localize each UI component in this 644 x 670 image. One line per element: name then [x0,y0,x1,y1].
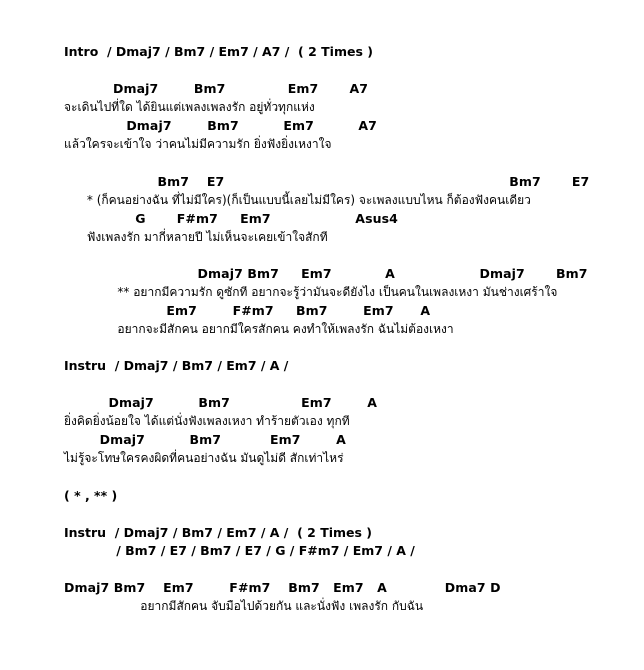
verse2-chords-2: Dmaj7 Bm7 Em7 A [64,432,346,447]
instrumental-line-2: Instru / Dmaj7 / Bm7 / Em7 / A / ( 2 Times ) [64,525,373,540]
verse2-lyrics-1: ยิ่งคิดยิ่งน้อยใจ ได้แต่นั่งฟังเพลงเหงา ทำร้ายตัวเอง ทุกที [64,414,350,428]
chorus-chords-1: Dmaj7 Bm7 Em7 A Dmaj7 Bm7 [64,266,588,281]
outro-lyrics: อยากมีสักคน จับมือไปด้วยกัน และนั่งฟัง เพลงรัก กับฉัน [64,599,424,613]
chorus-chords-2: Em7 F#m7 Bm7 Em7 A [64,303,431,318]
chorus-lyrics-1: ** อยากมีความรัก ดูซักที อยากจะรู้ว่ามันจะดียังไง เป็นคนในเพลงเหงา มันช่างเศร้าใจ [64,285,558,299]
verse2-chords-1: Dmaj7 Bm7 Em7 A [64,395,378,410]
verse2-lyrics-2: ไม่รู้จะโทษใครคงผิดที่คนอย่างฉัน มันดูไม่ดี สักเท่าไหร่ [64,451,344,465]
prechorus-chords-1: Bm7 E7 Bm7 E7 [64,174,590,189]
chorus-lyrics-2: อยากจะมีสักคน อยากมีใครสักคน คงทำให้เพลงรัก ฉันไม่ต้องเหงา [64,322,454,336]
prechorus-lyrics-1: * (ก็คนอย่างฉัน ที่ไม่มีใคร)(ก็เป็นแบบนี้เลยไม่มีใคร) จะเพลงแบบไหน ก็ต้องฟังคนเดียว [64,193,531,207]
prechorus-lyrics-2: ฟังเพลงรัก มากี่หลายปี ไม่เห็นจะเคยเข้าใจสักที [64,230,328,244]
verse1-chords-1: Dmaj7 Bm7 Em7 A7 [64,81,369,96]
verse1-lyrics-2: แล้วใครจะเข้าใจ ว่าคนไม่มีความรัก ยิ่งฟังยิ่งเหงาใจ [64,137,332,151]
instrumental-line-1: Instru / Dmaj7 / Bm7 / Em7 / A / [64,358,289,373]
verse1-lyrics-1: จะเดินไปที่ใด ได้ยินแต่เพลงเพลงรัก อยู่ทั่วทุกแห่ง [64,100,315,114]
intro-line: Intro / Dmaj7 / Bm7 / Em7 / A7 / ( 2 Times ) [64,44,373,59]
outro-chords: Dmaj7 Bm7 Em7 F#m7 Bm7 Em7 A Dma7 D [64,580,501,595]
prechorus-chords-2: G F#m7 Em7 Asus4 [64,211,398,226]
repeat-marker: ( * , ** ) [64,488,118,503]
instrumental-line-3: / Bm7 / E7 / Bm7 / E7 / G / F#m7 / Em7 / A / [64,543,415,558]
verse1-chords-2: Dmaj7 Bm7 Em7 A7 [64,118,377,133]
